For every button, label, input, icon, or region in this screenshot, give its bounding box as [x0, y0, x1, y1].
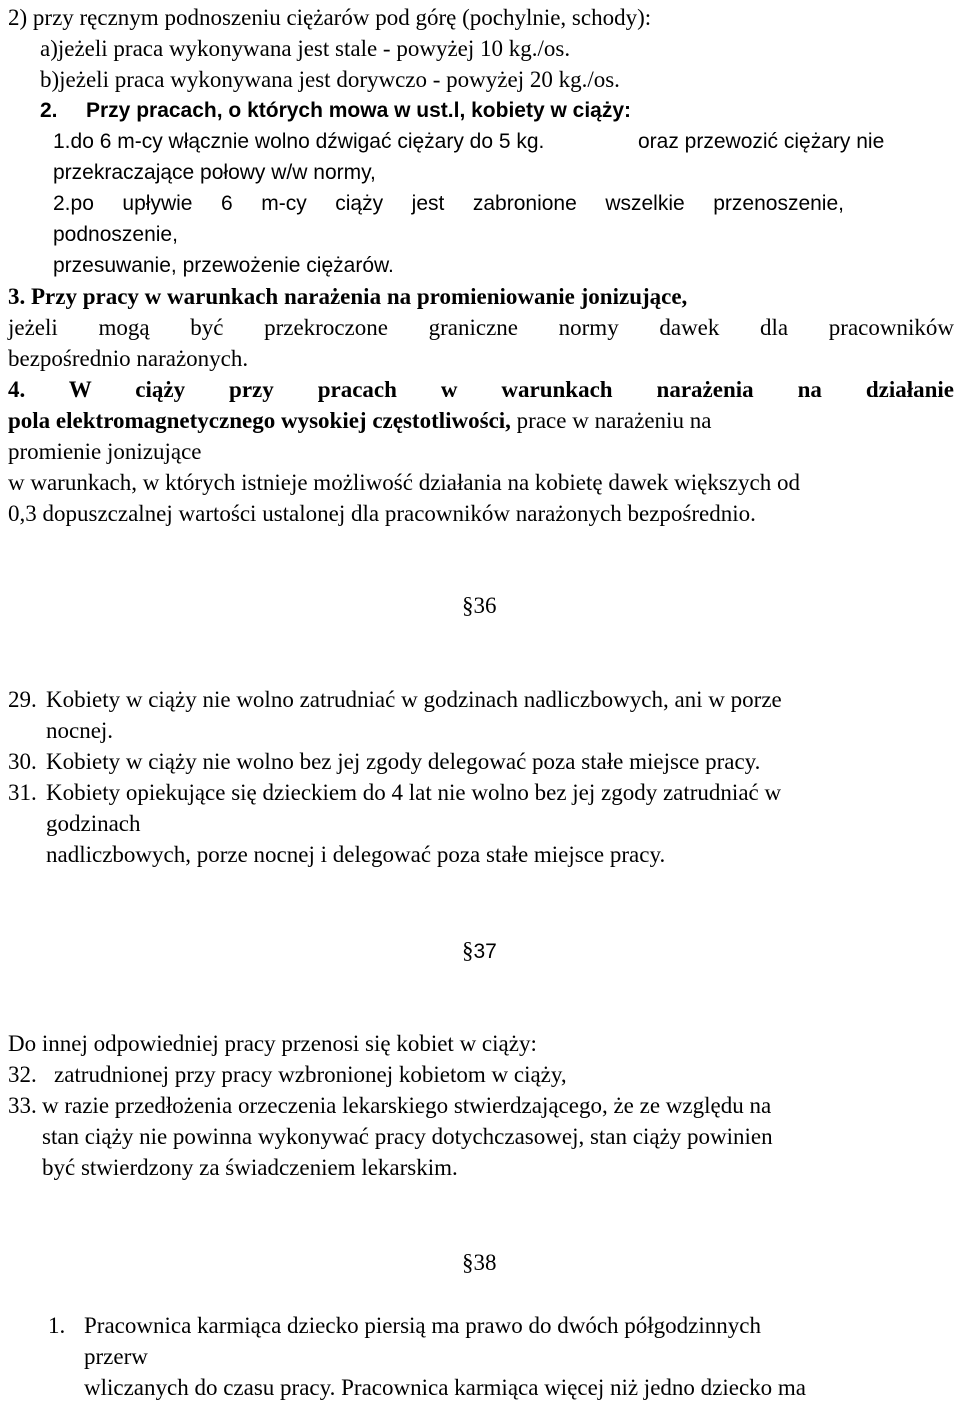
text-line: zatrudnionej przy pracy wzbronionej kobietom w ciąży,: [54, 1062, 567, 1087]
section-heading: [462, 935, 497, 967]
text-line: Kobiety opiekujące się dzieckiem do 4 lat nie wolno bez jej zgody zatrudniać w: [46, 780, 782, 805]
list-number: 31.: [8, 780, 37, 805]
section-heading: [462, 1247, 497, 1278]
text-line: 4. W ciąży przy pracach w warunkach narażenia na działanie: [8, 377, 954, 402]
text-line: być stwierdzony za świadczeniem lekarskim.: [42, 1155, 458, 1180]
section-heading: [462, 590, 497, 621]
text-line: przerw: [84, 1344, 148, 1369]
text-line: nocnej.: [46, 718, 114, 743]
section-number: 38: [473, 1250, 497, 1275]
text-line: Przy pracach, o których mowa w ust.l, kobiety w ciąży:: [86, 99, 632, 122]
text-line: 1.do 6 m-cy włącznie wolno dźwigać ciężary do 5 kg.: [53, 130, 545, 153]
text-line: w warunkach, w których istnieje możliwość działania na kobietę dawek większych od: [8, 470, 800, 495]
text-line: przesuwanie, przewożenie ciężarów.: [53, 254, 394, 277]
text-line: b)jeżeli praca wykonywana jest dorywczo - powyżej 20 kg./os.: [40, 67, 620, 92]
text-line: Kobiety w ciąży nie wolno zatrudniać w godzinach nadliczbowych, ani w porze: [46, 687, 782, 712]
text-line: bezpośrednio narażonych.: [8, 346, 249, 371]
text-line: podnoszenie,: [53, 223, 178, 246]
list-number: 1.: [48, 1313, 66, 1338]
text-line: promienie jonizujące: [8, 439, 202, 464]
section-number: 36: [473, 593, 497, 618]
section-symbol: §: [462, 938, 474, 963]
text-line: 2) przy ręcznym podnoszeniu ciężarów pod górę (pochylnie, schody):: [8, 5, 652, 30]
list-number: 2.: [40, 99, 58, 122]
text-line: a)jeżeli praca wykonywana jest stale - powyżej 10 kg./os.: [40, 36, 571, 61]
section-symbol: §: [462, 593, 474, 618]
list-number: 30.: [8, 749, 37, 774]
text-line: wliczanych do czasu pracy. Pracownica karmiąca więcej niż jedno dziecko ma: [84, 1375, 807, 1400]
text-line: 0,3 dopuszczalnej wartości ustalonej dla pracowników narażonych bezpośrednio.: [8, 501, 756, 526]
text-line: Pracownica karmiąca dziecko piersią ma prawo do dwóch półgodzinnych: [84, 1313, 761, 1338]
text-line: [8, 405, 711, 436]
text-line: 2.po upływie 6 m-cy ciąży jest zabronione wszelkie przenoszenie,: [53, 192, 844, 215]
list-number: 29.: [8, 687, 37, 712]
text-line: godzinach: [46, 811, 141, 836]
text-line: w razie przedłożenia orzeczenia lekarskiego stwierdzającego, że ze względu na: [42, 1093, 772, 1118]
list-number: 33.: [8, 1093, 37, 1118]
section-symbol: §: [462, 1250, 474, 1275]
text-span: prace w narażeniu na: [510, 408, 712, 433]
text-line: nadliczbowych, porze nocnej i delegować poza stałe miejsce pracy.: [46, 842, 666, 867]
section-number: 37: [473, 940, 497, 963]
text-line: przekraczające połowy w/w normy,: [53, 161, 376, 184]
list-number: 32.: [8, 1062, 37, 1087]
text-line: Do innej odpowiedniej pracy przenosi się kobiet w ciąży:: [8, 1031, 537, 1056]
text-line: stan ciąży nie powinna wykonywać pracy dotychczasowej, stan ciąży powinien: [42, 1124, 773, 1149]
text-line: Kobiety w ciąży nie wolno bez jej zgody delegować poza stałe miejsce pracy.: [46, 749, 761, 774]
text-line: jeżeli mogą być przekroczone graniczne normy dawek dla pracowników: [8, 315, 954, 340]
text-line: 3. Przy pracy w warunkach narażenia na promieniowanie jonizujące,: [8, 284, 688, 309]
text-line: oraz przewozić ciężary nie: [638, 130, 885, 153]
bold-phrase: pola elektromagnetycznego wysokiej częstotliwości,: [8, 408, 511, 433]
